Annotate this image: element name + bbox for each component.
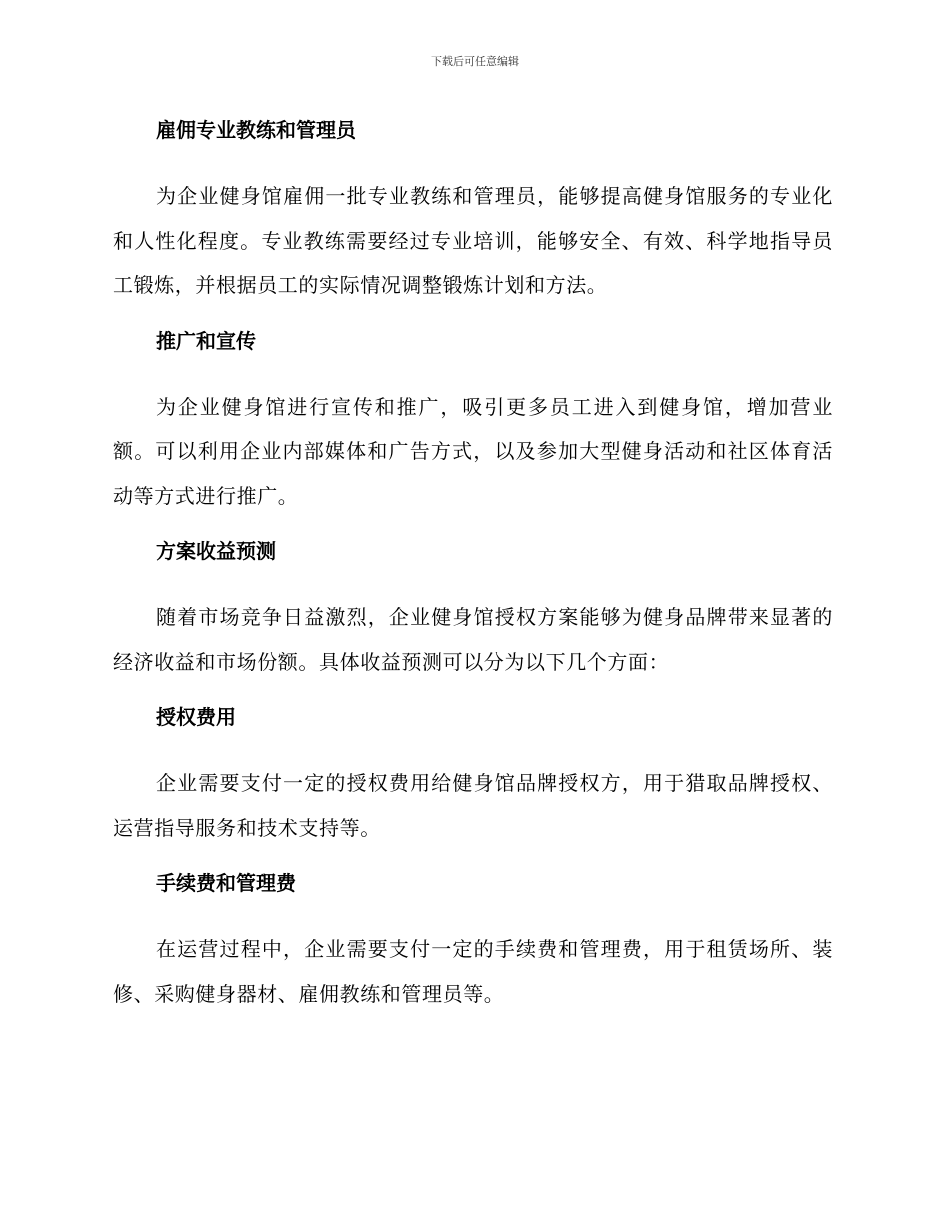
page-header: 下载后可任意编辑 [431,55,519,68]
section-promotion [113,326,833,519]
section-heading: 手续费和管理费 [156,871,296,895]
section-heading: 雇佣专业教练和管理员 [156,118,356,142]
section-license-fee [113,702,833,850]
section-service-management-fee [113,868,833,1016]
section-heading: 方案收益预测 [156,539,276,563]
section-paragraph: 在运营过程中，企业需要支付一定的手续费和管理费，用于租赁场所、装修、采购健身器材、雇佣教练和管理员等。 [113,937,833,1006]
section-paragraph: 随着市场竞争日益激烈，企业健身馆授权方案能够为健身品牌带来显著的经济收益和市场份额。具体收益预测可以分为以下几个方面： [113,605,833,674]
section-hire-coaches [113,115,833,308]
section-revenue-forecast [113,536,833,684]
section-paragraph: 为企业健身馆进行宣传和推广，吸引更多员工进入到健身馆，增加营业额。可以利用企业内部媒体和广告方式，以及参加大型健身活动和社区体育活动等方式进行推广。 [113,394,833,508]
section-heading: 推广和宣传 [156,328,256,353]
document-body [113,115,833,1034]
section-paragraph: 为企业健身馆雇佣一批专业教练和管理员，能够提高健身馆服务的专业化和人性化程度。专业教练需要经过专业培训，能够安全、有效、科学地指导员工锻炼，并根据员工的实际情况调整锻炼计划和方法。 [113,184,833,297]
section-paragraph: 企业需要支付一定的授权费用给健身馆品牌授权方，用于猎取品牌授权、运营指导服务和技术支持等。 [113,771,833,840]
section-heading: 授权费用 [156,705,236,729]
